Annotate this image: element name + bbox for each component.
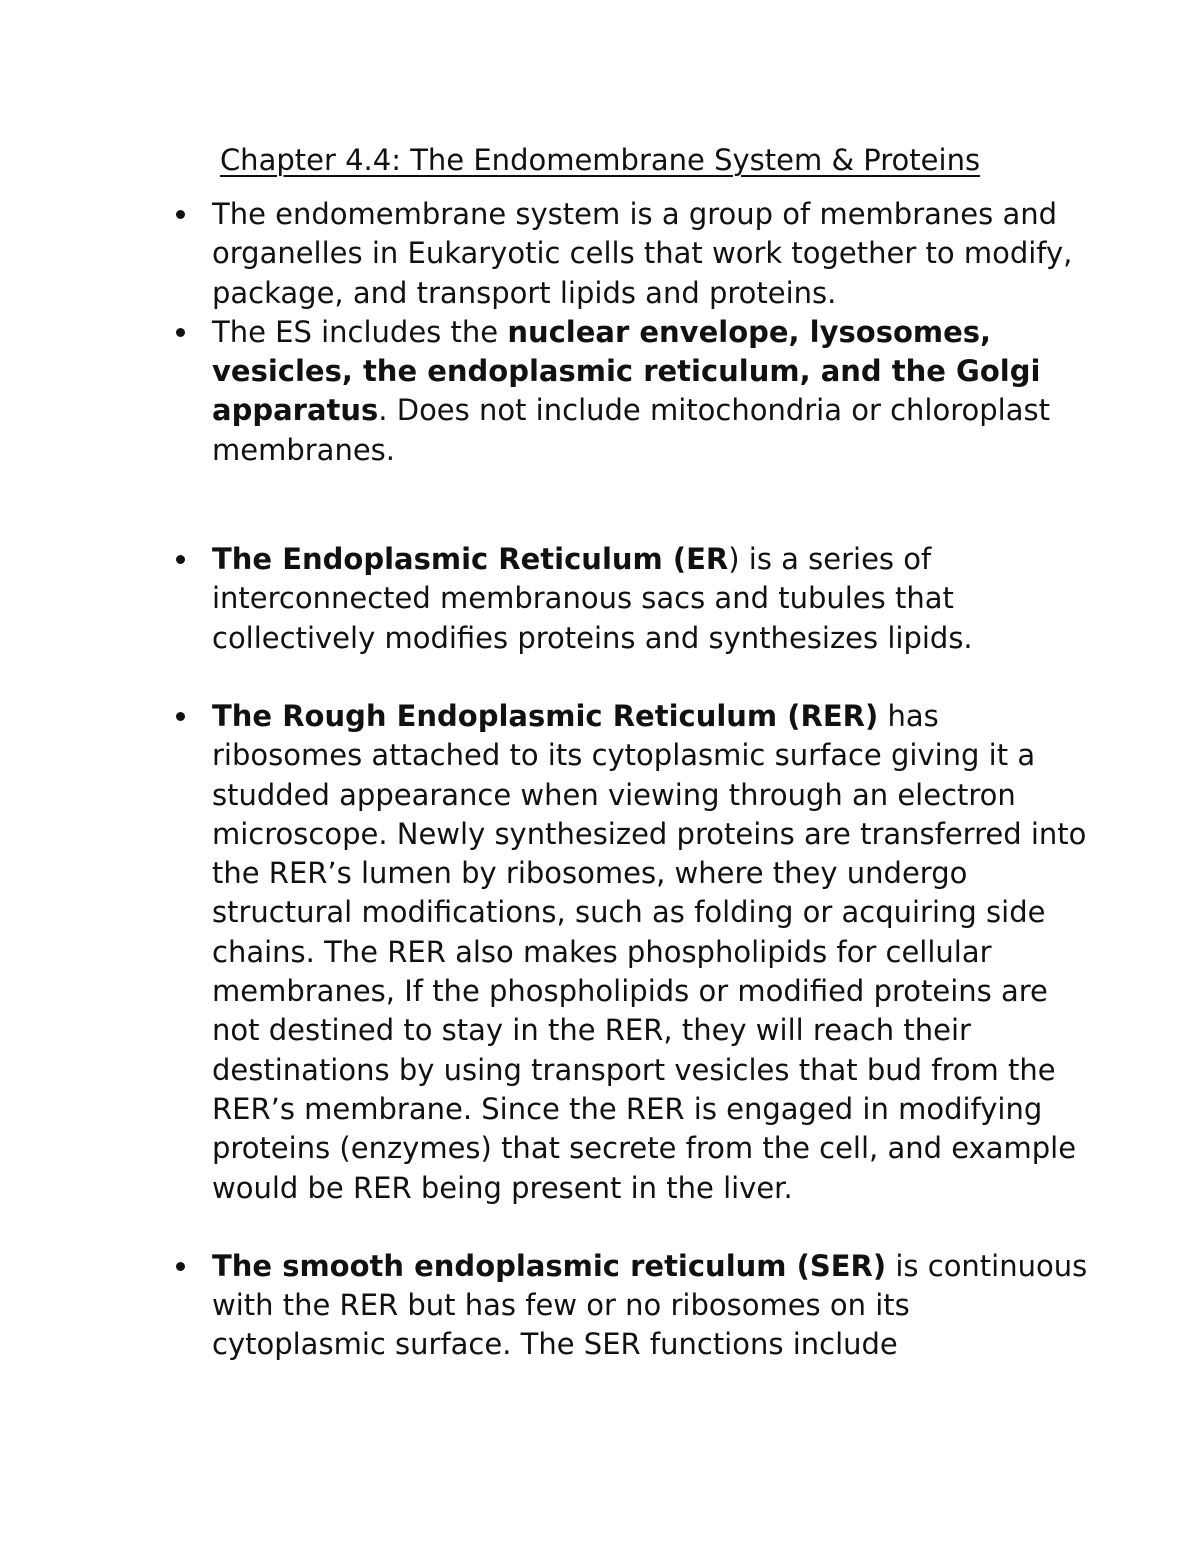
bullet-es-includes bbox=[212, 313, 1092, 470]
bullet-er-definition bbox=[212, 540, 1092, 658]
bullet-text-post: ) is a series of interconnected membranous sacs and tubules that collectively modifies proteins and synthesizes lipids. bbox=[212, 542, 973, 655]
bullet-text-post: has ribosomes attached to its cytoplasmic surface giving it a studded appearance when viewing through an electron microscope. Newly synthesized proteins are transferred into the RER’s lumen by ribosomes, where they undergo structural modifications, such as folding or acquiring side chains. The RER also makes phospholipids for cellular membranes, If the phospholipids or modified proteins are not destined to stay in the RER, they will reach their destinations by using transport vesicles that bud from the RER’s membrane. Since the RER is engaged in modifying proteins (enzymes) that secrete from the cell, and example would be RER being present in the liver. bbox=[212, 698, 1087, 1205]
bullet-text-bold: The smooth endoplasmic reticulum (SER) bbox=[212, 1248, 887, 1283]
page-title bbox=[0, 140, 1200, 180]
bullet-text-post: is continuous with the RER but has few or no ribosomes on its cytoplasmic surface. The SER functions include bbox=[212, 1248, 1088, 1362]
bullet-text: The endomembrane system is a group of membranes and organelles in Eukaryotic cells that work together to modify, package, and transport lipids and proteins. bbox=[212, 197, 1073, 310]
bullet-text-post: . Does not include mitochondria or chloroplast membranes. bbox=[212, 393, 1050, 467]
bullet-endomembrane-definition bbox=[212, 195, 1092, 313]
bullet-text-bold: nuclear envelope, lysosomes, vesicles, the endoplasmic reticulum, and the Golgi apparatus bbox=[212, 314, 1041, 428]
page-title-text: Chapter 4.4: The Endomembrane System & Proteins bbox=[219, 143, 981, 177]
bullet-text-pre: The ES includes the bbox=[212, 314, 508, 349]
bullet-list bbox=[212, 195, 1092, 1365]
bullet-text-bold: The Endoplasmic Reticulum (ER bbox=[212, 542, 729, 577]
bullet-text-bold: The Rough Endoplasmic Reticulum (RER) bbox=[212, 698, 879, 733]
bullet-rer-definition bbox=[212, 697, 1092, 1208]
bullet-ser-definition bbox=[212, 1247, 1092, 1365]
